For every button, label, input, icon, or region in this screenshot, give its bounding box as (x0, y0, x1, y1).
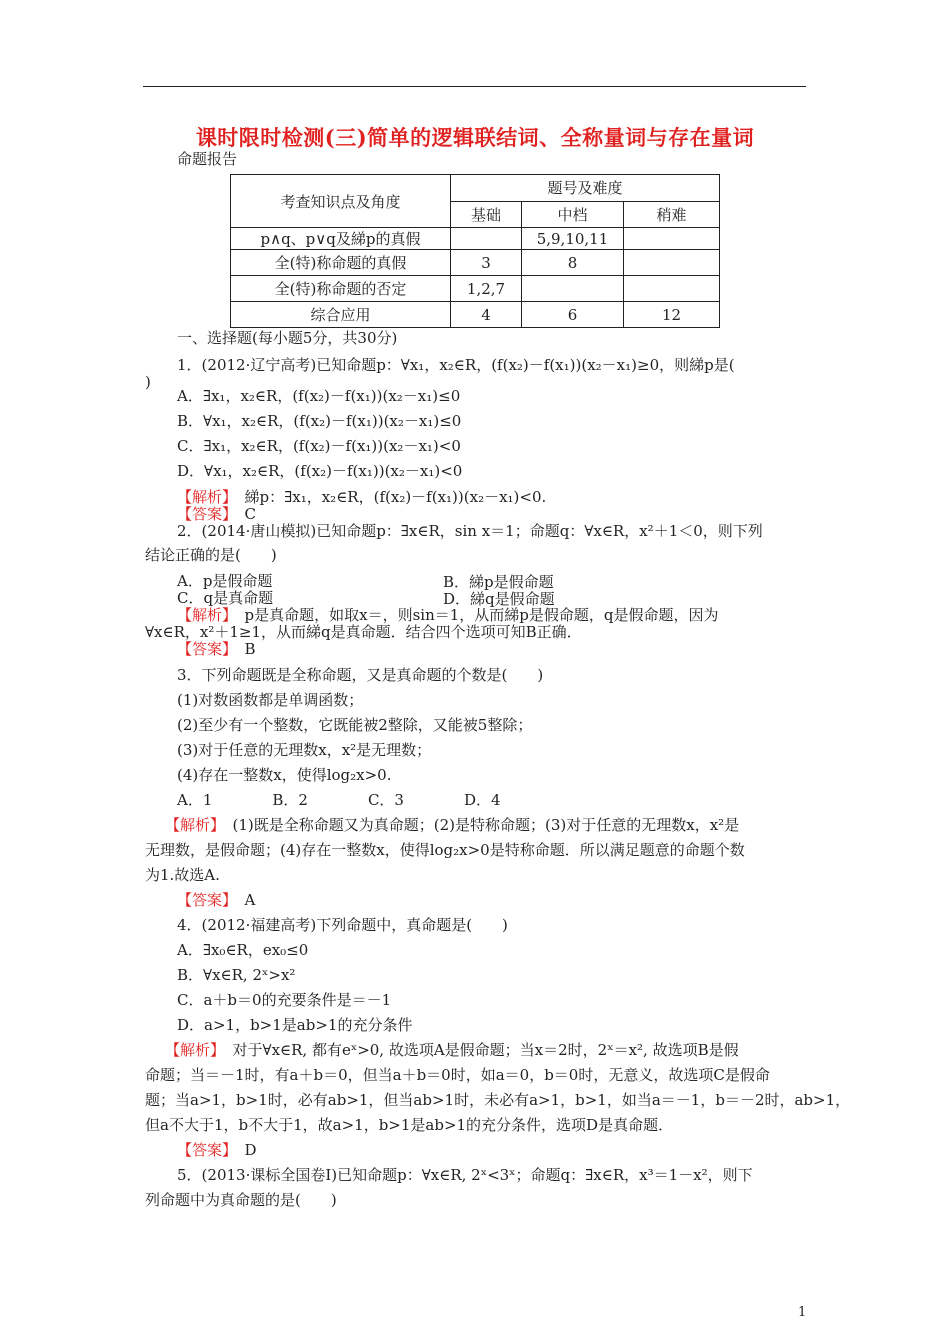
q1-option-a: A．∃x₁，x₂∈R，(f(x₂)－f(x₁))(x₂－x₁)≤0 (177, 387, 461, 405)
table-cell-basic: 4 (451, 302, 522, 328)
q5-stem: 5．(2013·课标全国卷Ⅰ)已知命题p：∀x∈R, 2ˣ<3ˣ；命题q：∃x∈R，x³＝1－x²，则下 (177, 1166, 753, 1184)
q4-option-b: B．∀x∈R, 2ˣ>x² (177, 966, 296, 984)
table-level-hard: 稍难 (624, 201, 720, 228)
table-level-mid: 中档 (522, 201, 624, 228)
q3-stem: 3．下列命题既是全称命题，又是真命题的个数是( ) (177, 666, 544, 684)
q3-item-3: (3)对于任意的无理数x，x²是无理数； (177, 741, 432, 759)
q3-item-2: (2)至少有一个整数，它既能被2整除，又能被5整除； (177, 716, 533, 734)
table-row (231, 250, 720, 276)
q1-answer: 【答案】 C (177, 505, 256, 523)
q3-item-4: (4)存在一整数x，使得log₂x>0. (177, 766, 392, 784)
q2-analysis: 【解析】 p是真命题，如取x＝，则sin＝1，从而綈p是假命题，q是假命题，因为 (177, 606, 719, 624)
report-label: 命题报告 (177, 150, 238, 168)
q1-stem: 1．(2012·辽宁高考)已知命题p：∀x₁，x₂∈R，(f(x₂)－f(x₁))(x₂－x₁)≥0，则綈p是( (177, 356, 735, 374)
table-cell-hard (624, 250, 720, 276)
table-head-topic: 考查知识点及角度 (231, 175, 451, 228)
table-row (231, 276, 720, 302)
table-cell-topic: p∧q、p∨q及綈p的真假 (231, 228, 451, 250)
q2-option-a: A．p是假命题 (177, 572, 273, 590)
tag-label: 【解析】 (177, 606, 230, 624)
table-cell-topic: 综合应用 (231, 302, 451, 328)
q3-analysis-cont1: 无理数，是假命题；(4)存在一整数x，使得log₂x>0是特称命题．所以满足题意的命题个数 (145, 841, 745, 859)
q4-answer: 【答案】 D (177, 1141, 257, 1159)
table-cell-basic: 1,2,7 (451, 276, 522, 302)
q3-answer: 【答案】 A (177, 891, 256, 909)
q4-analysis-cont2: 题；当a>1，b>1时，必有ab>1，但当ab>1时，未必有a>1，b>1，如当a＝－1，b＝－2时，ab>1， (145, 1091, 851, 1109)
q2-option-c: C．q是真命题 (177, 589, 274, 607)
tag-label: 【解析】 (165, 816, 218, 834)
table-cell-mid: 6 (522, 302, 624, 328)
q5-stem-cont: 列命题中为真命题的是( ) (145, 1191, 337, 1209)
q4-analysis-cont3: 但a不大于1，b不大于1，故a>1，b>1是ab>1的充分条件，选项D是真命题． (145, 1116, 674, 1134)
header-rule (143, 86, 806, 87)
q4-stem: 4．(2012·福建高考)下列命题中，真命题是( ) (177, 916, 508, 934)
q2-option-b: B．綈p是假命题 (443, 573, 554, 591)
table-cell-mid: 8 (522, 250, 624, 276)
table-head-group: 题号及难度 (451, 175, 720, 202)
table-cell-topic: 全(特)称命题的否定 (231, 276, 451, 302)
table-cell-hard (624, 276, 720, 302)
table-row (231, 228, 720, 250)
tag-label: 【答案】 (177, 505, 230, 523)
q2-answer: 【答案】 B (177, 640, 256, 658)
q4-option-c: C．a＋b＝0的充要条件是＝－1 (177, 991, 392, 1009)
q2-stem: 2．(2014·唐山模拟)已知命题p：∃x∈R，sin x＝1；命题q：∀x∈R，x²＋1＜0，则下列 (177, 522, 763, 540)
table-cell-hard (624, 228, 720, 250)
q2-option-d: D．綈q是假命题 (443, 590, 555, 608)
table-level-basic: 基础 (451, 201, 522, 228)
q4-analysis-cont1: 命题；当＝－1时，有a＋b＝0，但当a＋b＝0时，如a＝0，b＝0时，无意义，故选项C是假命 (145, 1066, 770, 1084)
q4-analysis: 【解析】 对于∀x∈R, 都有eˣ>0, 故选项A是假命题；当x＝2时，2ˣ＝x², 故选项B是假 (165, 1041, 739, 1059)
table-row (231, 302, 720, 328)
page-title: 课时限时检测(三)简单的逻辑联结词、全称量词与存在量词 (195, 125, 755, 150)
q4-option-d: D．a>1，b>1是ab>1的充分条件 (177, 1016, 413, 1034)
table-cell-basic (451, 228, 522, 250)
table-cell-basic: 3 (451, 250, 522, 276)
table-cell-mid (522, 276, 624, 302)
q1-stem-cont: ) (145, 373, 151, 391)
page-number: 1 (798, 1305, 807, 1320)
q4-option-a: A．∃x₀∈R，ex₀≤0 (177, 941, 309, 959)
q3-analysis-cont2: 为1.故选A. (145, 866, 220, 884)
q1-analysis: 【解析】 綈p：∃x₁，x₂∈R，(f(x₂)－f(x₁))(x₂－x₁)<0. (177, 488, 547, 506)
tag-label: 【答案】 (177, 1141, 230, 1159)
table-cell-mid: 5,9,10,11 (522, 228, 624, 250)
report-table (230, 174, 720, 328)
q3-options: A．1 B．2 C．3 D．4 (177, 791, 501, 809)
tag-label: 【解析】 (165, 1041, 218, 1059)
tag-label: 【答案】 (177, 640, 230, 658)
q2-analysis-cont: ∀x∈R，x²＋1≥1，从而綈q是真命题．结合四个选项可知B正确． (145, 623, 582, 641)
tag-label: 【解析】 (177, 488, 230, 506)
q3-analysis: 【解析】 (1)既是全称命题又为真命题；(2)是特称命题；(3)对于任意的无理数x，x²是 (165, 816, 740, 834)
q1-option-b: B．∀x₁，x₂∈R，(f(x₂)－f(x₁))(x₂－x₁)≤0 (177, 412, 462, 430)
q1-option-d: D．∀x₁，x₂∈R，(f(x₂)－f(x₁))(x₂－x₁)<0 (177, 462, 463, 480)
q1-option-c: C．∃x₁，x₂∈R，(f(x₂)－f(x₁))(x₂－x₁)<0 (177, 437, 461, 455)
section-heading: 一、选择题(每小题5分，共30分) (177, 329, 398, 347)
q3-item-1: (1)对数函数都是单调函数； (177, 691, 364, 709)
q2-stem-cont: 结论正确的是( ) (145, 546, 277, 564)
table-cell-hard: 12 (624, 302, 720, 328)
tag-label: 【答案】 (177, 891, 230, 909)
table-cell-topic: 全(特)称命题的真假 (231, 250, 451, 276)
